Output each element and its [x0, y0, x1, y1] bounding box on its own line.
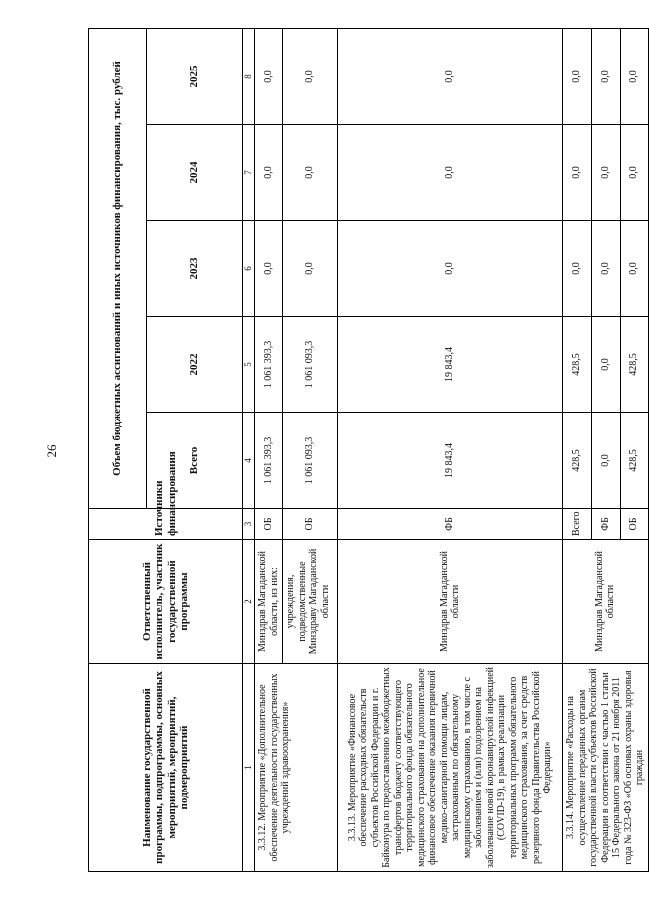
row-3-3-14-executor: Минздрав Магаданской области — [563, 540, 649, 664]
value-2022: 19 843,4 — [338, 317, 563, 413]
value-2025: 0,0 — [338, 28, 563, 124]
funding-table-sheet — [88, 29, 645, 872]
value-total: 0,0 — [591, 413, 620, 509]
col-number: 5 — [243, 317, 255, 413]
value-2022: 0,0 — [591, 317, 620, 413]
value-total: 428,5 — [620, 413, 648, 509]
value-2024: 0,0 — [563, 125, 592, 221]
value-2024: 0,0 — [283, 125, 338, 221]
row-3-3-12-executor: Минздрав Магаданской области, из них: — [255, 540, 283, 664]
value-2025: 0,0 — [591, 28, 620, 124]
value-2022: 428,5 — [620, 317, 648, 413]
header-year-2025: 2025 — [147, 28, 243, 124]
value-total: 1 061 393,3 — [255, 413, 283, 509]
value-total: 1 061 093,3 — [283, 413, 338, 509]
source-cell: ОБ — [620, 509, 648, 540]
row-3-3-14-name: 3.3.14. Мероприятие «Расходы на осуществление переданных органам государственной власти субъектов Российской Федерации в соответствии с частью 1 статьи 15 Федерального закона от 21 ноября 2011 года № 323-ФЗ «Об основах охраны здоровья граждан — [563, 664, 649, 872]
source-cell: ФБ — [338, 509, 563, 540]
table-row — [563, 28, 592, 871]
table-row — [255, 28, 283, 871]
value-2024: 0,0 — [338, 125, 563, 221]
header-source: Источники финансирования — [89, 509, 243, 540]
source-cell: ОБ — [255, 509, 283, 540]
value-2022: 428,5 — [563, 317, 592, 413]
col-number: 3 — [243, 509, 255, 540]
value-2023: 0,0 — [255, 221, 283, 317]
source-cell: ФБ — [591, 509, 620, 540]
value-2025: 0,0 — [283, 28, 338, 124]
page-number: 26 — [44, 444, 59, 458]
row-3-3-13-executor: Минздрав Магаданской области — [338, 540, 563, 664]
value-2022: 1 061 393,3 — [255, 317, 283, 413]
value-2023: 0,0 — [620, 221, 648, 317]
value-2024: 0,0 — [591, 125, 620, 221]
col-number: 6 — [243, 221, 255, 317]
header-year-2022: 2022 — [147, 317, 243, 413]
value-2024: 0,0 — [255, 125, 283, 221]
col-number: 8 — [243, 28, 255, 124]
value-2022: 1 061 093,3 — [283, 317, 338, 413]
value-2023: 0,0 — [338, 221, 563, 317]
value-2025: 0,0 — [620, 28, 648, 124]
value-total: 428,5 — [563, 413, 592, 509]
header-funding: Объем бюджетных ассигнований и иных источников финансирования, тыс. рублей — [89, 28, 147, 508]
value-2025: 0,0 — [563, 28, 592, 124]
header-name: Наименование государственной программы, подпрограммы, основных мероприятий, мероприятий, подмероприятий — [89, 664, 243, 872]
table-row — [338, 28, 563, 871]
value-2023: 0,0 — [591, 221, 620, 317]
col-number: 4 — [243, 413, 255, 509]
value-2023: 0,0 — [283, 221, 338, 317]
source-cell: Всего — [563, 509, 592, 540]
col-number: 7 — [243, 125, 255, 221]
value-2024: 0,0 — [620, 125, 648, 221]
header-executor: Ответственный исполнитель, участник государственной программы — [89, 540, 243, 664]
header-year-2023: 2023 — [147, 221, 243, 317]
col-number: 1 — [243, 664, 255, 872]
row-3-3-13-name: 3.3.13. Мероприятие «Финансовое обеспечение расходных обязательств субъектов Российской Федерации и г. Байконура по предоставлению межбюджетных трансфертов бюджету соответствующего территориального фонда обязательного медицинского страхования на дополнительное финансовое обеспечение оказания первичной медико-санитарной помощи лицам, застрахованным по обязательному медицинскому страхованию, в том числе с заболеванием и (или) подозрением на заболевание новой коронавирусной инфекцией (COVID-19), в рамках реализации территориальных программ обязательного медицинского страхования, за счет средств резервного фонда Правительства Российской Федерации» — [338, 664, 563, 872]
value-2025: 0,0 — [255, 28, 283, 124]
row-3-3-12-subexecutor: учреждения, подведомственные Минздраву Магаданской области — [283, 540, 338, 664]
header-total: Всего — [147, 413, 243, 509]
funding-table — [88, 28, 649, 872]
row-3-3-12-name: 3.3.12. Мероприятие «Дополнительное обеспечение деятельности государственных учреждений здравоохранения» — [255, 664, 338, 872]
value-2023: 0,0 — [563, 221, 592, 317]
source-cell: ОБ — [283, 509, 338, 540]
value-total: 19 843,4 — [338, 413, 563, 509]
col-number: 2 — [243, 540, 255, 664]
header-year-2024: 2024 — [147, 125, 243, 221]
